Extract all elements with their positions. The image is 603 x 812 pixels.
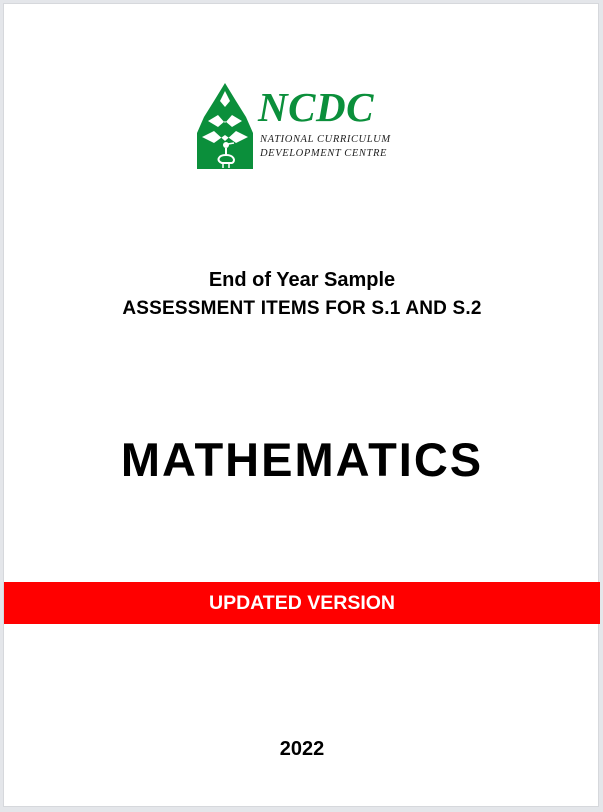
updated-version-banner [4, 582, 600, 624]
cover-subtitle-line-1: End of Year Sample [208, 269, 396, 291]
publication-year: 2022 [279, 738, 325, 760]
ncdc-emblem-icon [196, 81, 254, 171]
cover-title: MATHEMATICS [120, 433, 484, 486]
cover-subtitle-line-2: ASSESSMENT ITEMS FOR S.1 AND S.2 [122, 298, 482, 319]
banner-text: UPDATED VERSION [209, 592, 395, 614]
logo-acronym: NCDC [258, 84, 374, 130]
logo-name-line-1: NATIONAL CURRICULUM [260, 134, 391, 145]
document-page [3, 3, 599, 807]
logo-name-line-2: DEVELOPMENT CENTRE [260, 148, 387, 159]
ncdc-logo [196, 81, 426, 173]
